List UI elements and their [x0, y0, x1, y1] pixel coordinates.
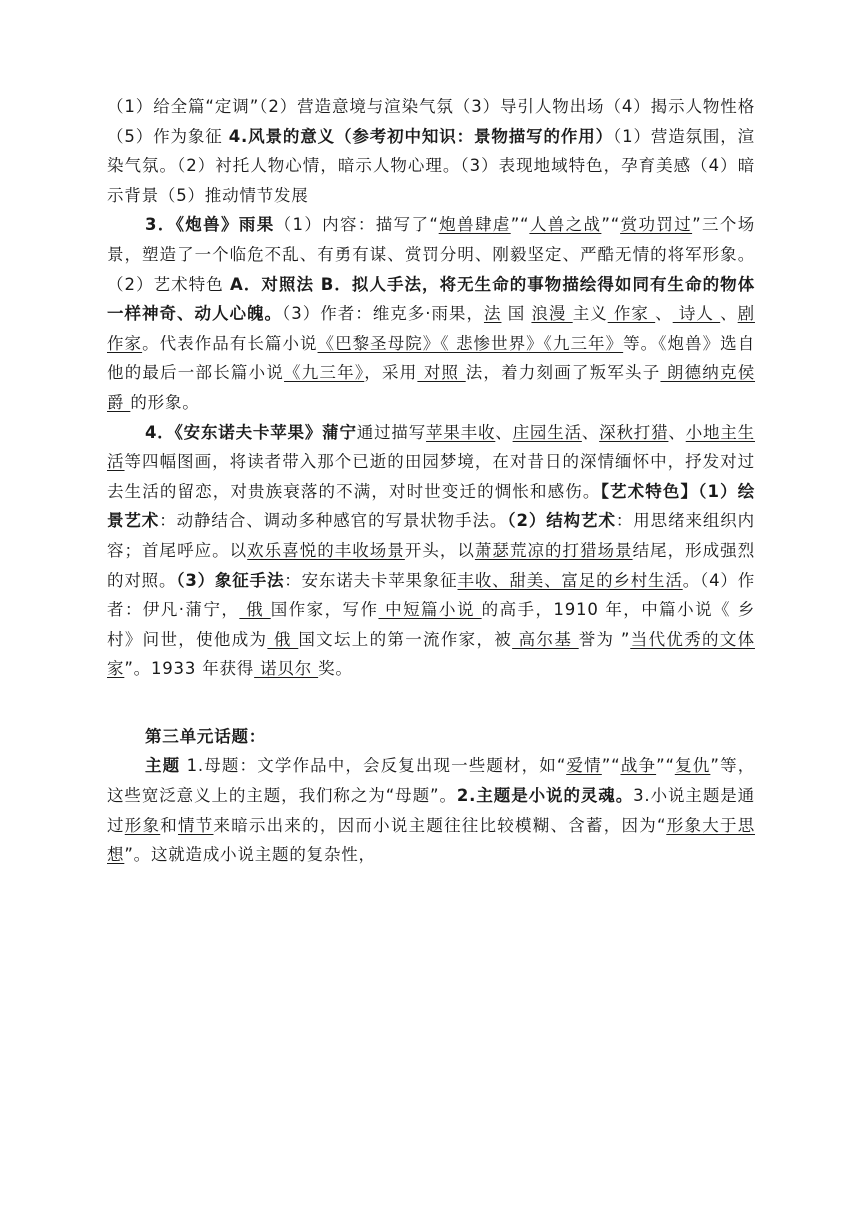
- text-run: 国作家，写作: [270, 600, 379, 620]
- underlined-answer: 浪漫: [531, 304, 573, 324]
- text-run: ”“: [601, 215, 621, 235]
- underlined-answer: 高尔基: [512, 629, 579, 649]
- bold-text: 主题: [145, 756, 181, 776]
- text-run: 通过描写: [356, 422, 427, 442]
- text-run: 等四幅图画，将读者带入那个已逝的田园梦境，在对昔日的深情缅怀中，抒发对过去生活的留恋，对贵族衰落的不满，对时世变迁的惆怅和感伤。: [107, 452, 755, 501]
- underlined-answer: 人兽之战: [529, 215, 602, 235]
- bold-text: 4．《安东诺夫卡苹果》蒲宁: [145, 422, 357, 442]
- text-run: （1）给全篇“定调”（2）营造意境与渲染气氛（3）导引人物出场（4）揭示人物性格（5）作为象征: [107, 97, 755, 146]
- underlined-answer: 作家: [607, 304, 656, 324]
- underlined-answer: 复仇: [674, 756, 711, 776]
- underlined-answer: 诺贝尔: [254, 659, 319, 679]
- underlined-answer: 中短篇小说: [378, 600, 482, 620]
- text-run: 奖。: [318, 659, 353, 679]
- underlined-answer: 朗德纳克侯爵: [107, 363, 756, 412]
- paragraph-scenery-functions: [107, 92, 755, 210]
- text-run: ：用思绪来组织内容；首尾呼应。以: [107, 511, 755, 560]
- paragraph-antonov-apples-bunin: [107, 418, 755, 684]
- text-run: 1.母题：文学作品中，会反复出现一些题材，如“: [180, 756, 567, 776]
- underlined-answer: 战争: [620, 756, 657, 776]
- underlined-answer: 当代优秀的文体家: [107, 629, 755, 679]
- text-run: 、: [668, 422, 686, 442]
- text-run: 法，着力刻画了叛军头子: [465, 363, 661, 383]
- text-run: ”。这就造成小说主题的复杂性，: [124, 845, 376, 865]
- underlined-answer: 情节: [177, 815, 214, 835]
- text-run: ：安东诺夫卡苹果象征: [284, 570, 458, 590]
- text-run: 国文坛上的第一流作家，被: [298, 629, 513, 649]
- text-run: （1）营造氛围，渲染气氛。（2）衬托人物心情，暗示人物心理。（3）表现地域特色，孕育美感（4）暗示背景（5）推动情节发展: [107, 126, 755, 205]
- text-run: 、: [655, 304, 673, 324]
- underlined-answer: 诗人: [672, 304, 721, 324]
- unit-three-heading: [107, 722, 755, 752]
- underlined-answer: 赏功罚过: [620, 215, 693, 235]
- text-run: （3）作者：维克多·雨果，: [281, 304, 484, 324]
- underlined-answer: 俄: [239, 600, 271, 620]
- underlined-answer: 苹果丰收: [426, 422, 496, 442]
- underlined-answer: 小地主生活: [107, 422, 755, 472]
- text-run: 开头，以: [404, 540, 475, 560]
- text-run: （1）内容：描写了“: [274, 215, 439, 235]
- text-run: 等。《炮兽》选自他的最后一部长篇小说: [107, 333, 756, 383]
- underlined-answer: 《九三年》: [284, 363, 365, 383]
- bold-text: 4.风景的意义（参考初中知识：景物描写的作用）: [228, 126, 613, 146]
- underlined-answer: 俄: [267, 629, 299, 649]
- paragraph-pao-shou-hugo: [107, 210, 755, 417]
- underlined-answer: 对照: [417, 363, 466, 383]
- bold-text: 第三单元话题：: [145, 726, 267, 746]
- underlined-answer: 萧瑟荒凉的打猎场景: [474, 540, 633, 560]
- text-run: ”三个场景，塑造了一个临危不乱、有勇有谋、赏罚分明、刚毅坚定、严酷无情的将军形象。（2）艺术特色: [107, 215, 756, 294]
- bold-text: 2.主题是小说的灵魂。: [456, 786, 634, 806]
- text-run: 、: [720, 304, 738, 324]
- underlined-answer: 庄园生活: [512, 422, 582, 442]
- text-run: ”等，这些宽泛意义上的主题，我们称之为“母题”。: [107, 756, 755, 806]
- bold-text: （3）象征手法: [176, 570, 285, 590]
- underlined-answer: 爱情: [566, 756, 602, 776]
- text-run: 国: [501, 304, 532, 324]
- underlined-answer: 形象大于思想: [107, 815, 755, 865]
- bold-text: A．对照法 B．拟人手法，将无生命的事物描绘得如同有生命的物体一样神奇、动人心魄。: [107, 274, 755, 324]
- bold-text: （2）结构艺术: [507, 511, 616, 531]
- text-run: 。（4）作者：伊凡·蒲宁，: [107, 570, 756, 620]
- text-run: 。代表作品有长篇小说: [142, 333, 318, 353]
- text-run: 来暗示出来的，因而小说主题往往比较模糊、含蓄，因为“: [213, 815, 667, 835]
- text-run: 、: [581, 422, 600, 442]
- underlined-answer: 法: [483, 304, 502, 324]
- paragraph-theme: [107, 751, 755, 869]
- text-run: ”“: [601, 756, 621, 776]
- text-run: 的形象。: [130, 392, 200, 412]
- text-run: 3.小说主题是通过: [107, 786, 755, 835]
- text-run: ”“: [510, 215, 530, 235]
- underlined-answer: 丰收、甜美、富足的乡村生活: [457, 570, 683, 590]
- bold-text: 3．《炮兽》雨果: [145, 215, 275, 235]
- text-run: 结尾，形成强烈的对照。: [107, 540, 755, 590]
- underlined-answer: 剧作家: [107, 304, 755, 353]
- underlined-answer: 欢乐喜悦的丰收场景: [247, 540, 405, 560]
- text-run: 主义: [572, 304, 608, 324]
- bold-text: 【艺术特色】（1）绘景艺术: [107, 481, 756, 531]
- underlined-answer: 形象: [124, 815, 161, 835]
- text-run: 誉为 ”: [578, 629, 631, 649]
- text-run: ，采用: [364, 363, 418, 383]
- text-run: 的高手，1910 年，中篇小说《 乡村》问世，使他成为: [107, 600, 755, 649]
- text-run: 、: [495, 422, 513, 442]
- text-run: ”“: [656, 756, 675, 776]
- underlined-answer: 炮兽肆虐: [438, 215, 511, 235]
- underlined-answer: 《巴黎圣母院》《 悲惨世界》《九三年》: [317, 333, 624, 353]
- text-run: ：动静结合、调动多种感官的写景状物手法。: [159, 511, 508, 531]
- document-page: [107, 92, 755, 870]
- underlined-answer: 深秋打猎: [599, 422, 669, 442]
- text-run: ”。1933 年获得: [124, 659, 255, 679]
- text-run: 和: [160, 815, 178, 835]
